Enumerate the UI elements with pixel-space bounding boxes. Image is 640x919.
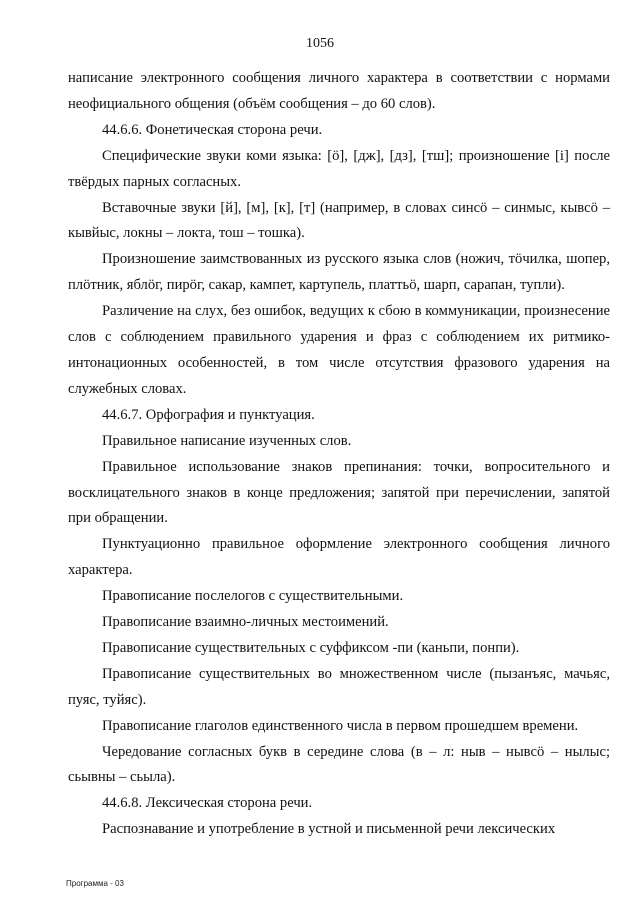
paragraph-specific-sounds: Специфические звуки коми языка: [ö], [дж], [дз], [тш]; произношение [i] после твёрдых парных согласных. [68, 147, 610, 190]
section-heading-lexical: 44.6.8. Лексическая сторона речи. [102, 795, 313, 812]
paragraph-suffix-pi: Правописание существительных с суффиксом -пи (каньпи, понпи). [102, 639, 520, 656]
paragraph-punctuation-marks: Правильное использование знаков препинания: точки, вопросительного и восклицательного знаков в конце предложения; запятой при перечислении, запятой при обращении. [68, 458, 610, 527]
paragraph-insert-sounds: Вставочные звуки [й], [м], [к], [т] (например, в словах синсö – синмыс, кывсö – кывйыс, локны – локта, тош – тошка). [68, 199, 610, 242]
paragraph-loanwords: Произношение заимствованных из русского языка слов (ножич, тöчилка, шопер, плöтник, яблöг, пирöг, сакар, кампет, картупель, платтьö, шарп, сарапан, тупли). [68, 251, 610, 294]
paragraph-email-punctuation: Пунктуационно правильное оформление электронного сообщения личного характера. [68, 536, 610, 579]
body-text [68, 66, 610, 843]
paragraph-past-tense-verbs: Правописание глаголов единственного числа в первом прошедшем времени. [102, 717, 579, 734]
page-number: 1056 [306, 36, 334, 51]
paragraph-pronouns: Правописание взаимно-личных местоимений. [102, 614, 389, 631]
paragraph-lexical-recognition: Распознавание и употребление в устной и письменной речи лексических [102, 821, 556, 838]
paragraph-spelling: Правильное написание изученных слов. [102, 432, 352, 449]
paragraph-listening: Различение на слух, без ошибок, ведущих к сбою в коммуникации, произнесение слов с соблюдением правильного ударения и фраз с соблюдением их ритмико-интонационных особенностей, в том числе отсутствия фразового ударения на служебных словах. [68, 303, 610, 397]
paragraph-continuation: написание электронного сообщения личного характера в соответствии с нормами неофициального общения (объём сообщения – до 60 слов). [68, 70, 610, 112]
section-heading-phonetics: 44.6.6. Фонетическая сторона речи. [102, 121, 323, 138]
paragraph-postpositions: Правописание послелогов с существительными. [102, 588, 404, 605]
section-heading-orthography: 44.6.7. Орфография и пунктуация. [102, 406, 315, 423]
paragraph-consonant-alternation: Чередование согласных букв в середине слова (в – л: ныв – нывсö – нылыс; сьывны – сьыла). [68, 743, 610, 786]
footer-program-label: Программа - 03 [66, 879, 124, 888]
paragraph-plural-nouns: Правописание существительных во множественном числе (пызанъяс, мачьяс, пуяс, туйяс). [68, 665, 610, 708]
